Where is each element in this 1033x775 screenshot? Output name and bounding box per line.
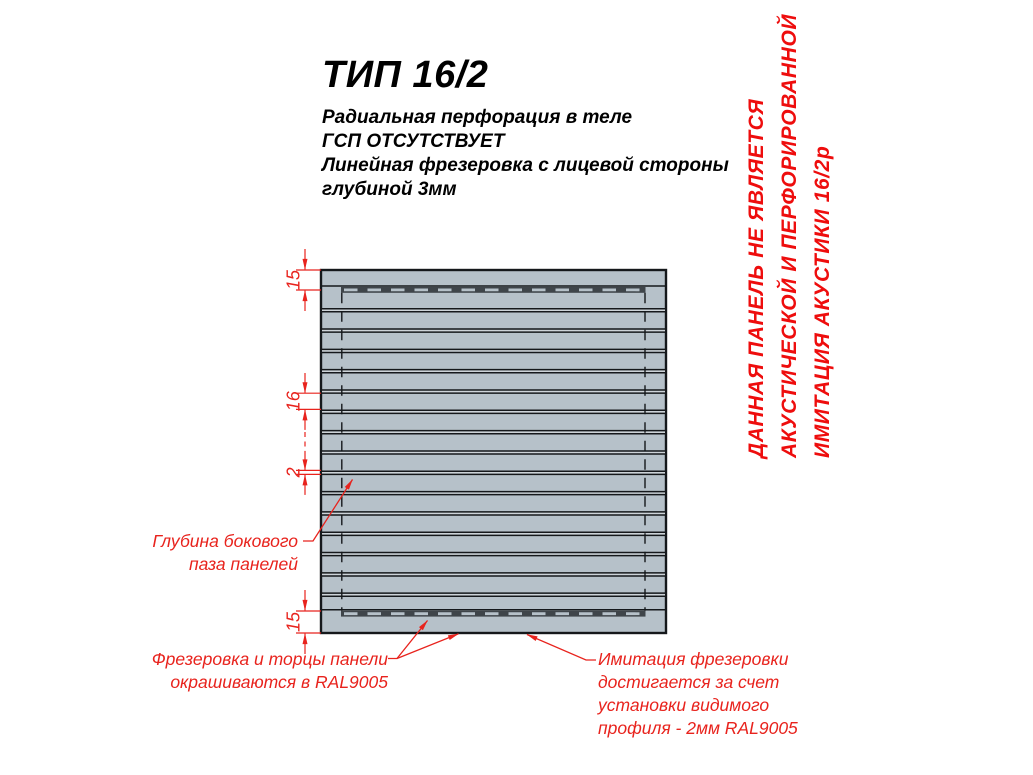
annotation-line: паза панелей: [189, 554, 298, 574]
annotation-line: профиля - 2мм RAL9005: [598, 718, 798, 738]
dim-label-top: 15: [283, 269, 304, 291]
warning-line: ИМИТАЦИЯ АКУСТИКИ 16/2р: [811, 145, 834, 458]
groove-lines: [322, 309, 666, 597]
annotation-line: Имитация фрезеровки: [598, 649, 789, 669]
warning-line: ДАННАЯ ПАНЕЛЬ НЕ ЯВЛЯЕТСЯ: [745, 98, 768, 458]
groove-inner: [322, 492, 665, 494]
groove-inner: [322, 370, 665, 372]
subtitle-line: ГСП ОТСУТСТВУЕТ: [322, 130, 505, 152]
annotation-milling-paint: [146, 648, 388, 694]
dimension-groove-width: [284, 432, 322, 495]
dim-label-groove: 2: [283, 467, 304, 478]
warning-note: [740, 14, 839, 458]
dim-label-bottom: 15: [283, 611, 304, 633]
annotation-line: установки видимого: [598, 695, 770, 715]
subtitle-line: глубиной 3мм: [322, 178, 457, 200]
groove-inner: [322, 452, 665, 454]
groove-inner: [322, 411, 665, 413]
annotation-line: Фрезеровка и торцы панели: [151, 649, 388, 669]
page-title: ТИП 16/2: [322, 54, 489, 96]
annotation-imitation-profile: [598, 648, 833, 740]
groove-inner: [322, 330, 665, 332]
groove-inner: [322, 431, 665, 433]
leader-imitation-profile: [527, 635, 596, 661]
groove-inner: [322, 309, 665, 311]
groove-inner: [322, 472, 665, 474]
subtitle-line: Радиальная перфорация в теле: [322, 106, 633, 128]
dimension-top-offset: [284, 249, 322, 311]
groove-inner: [322, 350, 665, 352]
groove-inner: [322, 553, 665, 555]
groove-inner: [322, 594, 665, 596]
groove-inner: [322, 574, 665, 576]
annotation-side-groove-depth: [138, 530, 298, 576]
groove-inner: [322, 513, 665, 515]
groove-inner: [322, 533, 665, 535]
groove-inner: [322, 391, 665, 393]
dimension-bottom-offset: [284, 590, 322, 654]
subtitle-line: Линейная фрезеровка с лицевой стороны: [322, 154, 729, 176]
annotation-line: достигается за счет: [598, 672, 780, 692]
warning-line: АКУСТИЧЕСКОЙ И ПЕРФОРИРОВАННОЙ: [778, 13, 801, 458]
annotation-line: окрашиваются в RAL9005: [170, 672, 388, 692]
annotation-line: Глубина бокового: [152, 531, 298, 551]
dim-label-gap: 16: [283, 391, 304, 412]
dimension-groove-gap: [284, 373, 322, 430]
